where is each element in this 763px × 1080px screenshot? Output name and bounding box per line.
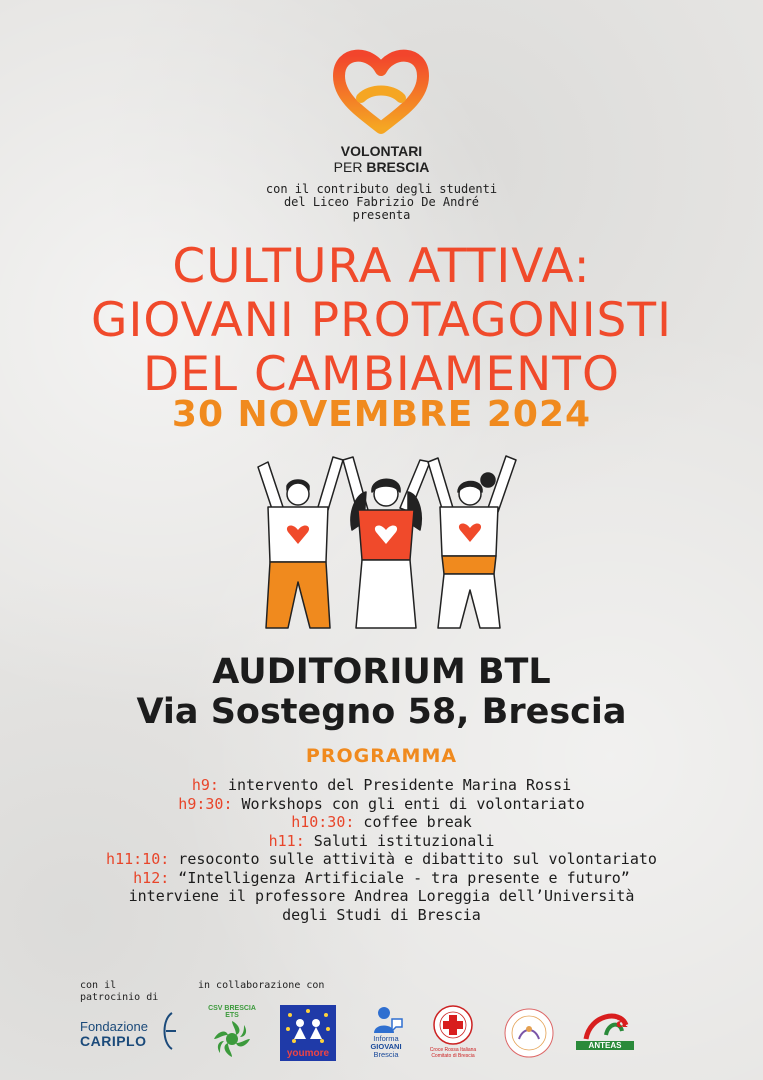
program-text: intervento del Presidente Marina Rossi [218,776,572,794]
csv-label: CSV BRESCIA ETS [208,1005,256,1019]
cariplo-line-1: Fondazione [80,1019,148,1034]
sponsor-csv-brescia [202,1005,262,1063]
csv-swirl-icon [202,1013,262,1063]
org-name-line2 [0,159,763,175]
anteas-mark-icon [576,1005,634,1041]
anteas-letter-icon: a [616,1011,628,1032]
org-name [0,143,763,175]
sponsor-croce-rossa [422,1005,484,1063]
informagiovani-icon [362,1005,410,1035]
cariplo-line-2: CARIPLO [80,1033,147,1049]
program-item [0,832,763,851]
sponsor-youmore [280,1005,336,1061]
three-volunteers-illustration [248,452,518,632]
org-name-line1: VOLONTARI [340,143,423,159]
program-item [0,850,763,869]
program-text: resoconto sulle attività e dibattito sul volontariato [169,850,657,868]
program-time: h9: [191,776,219,794]
informa-line-1: Informa [373,1034,399,1043]
program-extra-line-2: degli Studi di Brescia [282,905,481,924]
anteas-label: ANTEAS [576,1041,634,1050]
program-text: coffee break [354,813,472,831]
sponsor-anteas [576,1005,634,1063]
cri-line-2: Comitato di Brescia [431,1053,475,1059]
event-date: 30 NOVEMBRE 2024 [171,394,592,435]
cariplo-mark-icon [158,1011,178,1051]
informagiovani-label [362,1035,410,1059]
program-time: h11:10: [106,850,170,868]
title-line-1: CULTURA ATTIVA: [172,239,591,294]
program-text: Saluti istituzionali [304,831,495,850]
program-time: h10:30: [291,813,355,831]
program-time: h12: [133,868,170,887]
program-time: h9:30: [178,794,233,813]
title-line-3: DEL CAMBIAMENTO [143,347,620,402]
org-name-per: PER [333,159,363,175]
title-line-2: GIOVANI PROTAGONISTI [91,293,672,348]
venue-address: Via Sostegno 58, Brescia [136,692,627,732]
youmore-stars-icon [280,1005,336,1047]
collaboration-label: in collaborazione con [198,980,325,991]
venue [0,652,763,732]
patronage-label [80,980,158,1004]
intro-text [0,183,763,222]
youmore-label: youmore [286,1048,330,1059]
cri-label [422,1047,484,1059]
informa-line-2: GIOVANI [370,1042,402,1051]
program-list [0,776,763,924]
event-title [0,240,763,402]
program-item [0,869,763,888]
red-cross-icon [422,1005,484,1047]
program-item [0,795,763,814]
cri-line-1: Croce Rossa Italiana [429,1047,477,1053]
program-title: PROGRAMMA [305,745,458,767]
sponsor-seal-logo [503,1005,555,1063]
intro-line-3: presenta [352,208,411,222]
program-text: Workshops con gli enti di volontariato [232,794,585,813]
volontari-heart-logo [331,40,431,140]
program-item [0,813,763,832]
patronage-label-line-2: patrocinio di [80,992,159,1003]
program-item [0,776,763,795]
program-text: “Intelligenza Artificiale - tra presente e futuro” [169,868,630,887]
informa-line-3: Brescia [373,1050,399,1059]
patronage-label-line-1: con il [80,980,117,991]
org-name-brescia: BRESCIA [366,159,430,175]
program-time: h11: [268,831,305,850]
venue-name: AUDITORIUM BTL [212,652,551,692]
sponsor-informagiovani [362,1005,410,1063]
intro-line-1: con il contributo degli studenti [265,182,498,196]
program-extra-line-1: interviene il professore Andrea Loreggia dell’Università [128,887,635,905]
seal-icon [503,1007,555,1059]
sponsor-fondazione-cariplo [80,1005,180,1063]
intro-line-2: del Liceo Fabrizio De André [283,195,480,209]
